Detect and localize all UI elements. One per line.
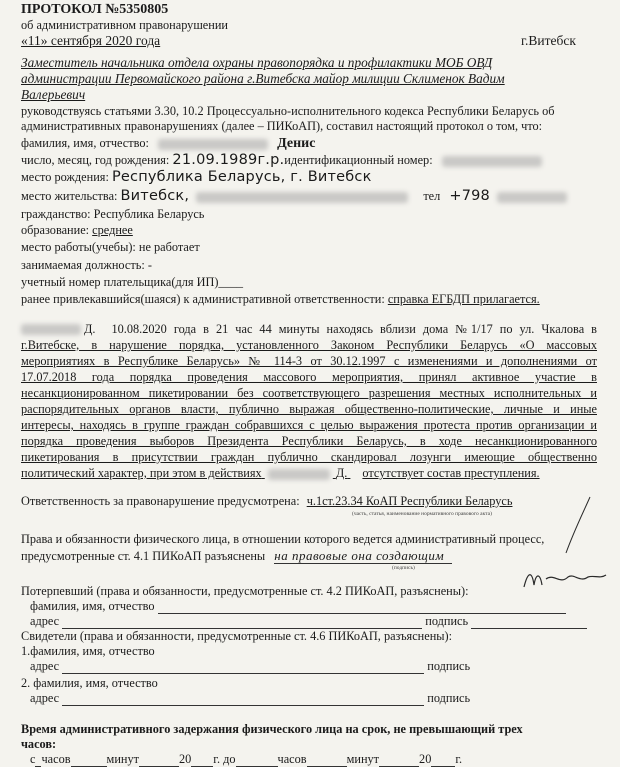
narrative-line-7: интересы, находясь в группе граждан собравшихся с целью выражения протеста против организации и [21, 418, 597, 432]
rights-line-1: Права и обязанности физического лица, в отношении которого ведется административный процесс, [21, 532, 545, 546]
narrative-line-10-c: отсутствует состав преступления. [362, 466, 540, 480]
redacted-surname [158, 139, 268, 150]
victim-name-line [158, 602, 566, 614]
witness-2-name-row: 2. фамилия, имя, отчество [21, 676, 158, 690]
work-label: место работы(учебы): [21, 240, 136, 254]
residence-row [21, 189, 567, 204]
citizenship-row [21, 207, 204, 222]
citizenship-value: Республика Беларусь [93, 207, 205, 221]
detention-hours-1: часов [41, 752, 71, 766]
dob-label: число, месяц, год рождения: [21, 153, 170, 167]
detention-line-1: Время административного задержания физического лица на срок, не превышающий трех [21, 722, 523, 736]
residence-label: место жительства: [21, 189, 118, 203]
rights-handwritten: на правовые она создающим [274, 548, 452, 564]
narrative-line-9: пикетирования в присутствии граждан публично скандировал лозунги имеющие общественно [21, 450, 597, 464]
position-label: занимаемая должность: [21, 258, 145, 272]
education-value: среднее [92, 223, 133, 237]
protocol-title: ПРОТОКОЛ №5350805 [21, 2, 169, 17]
detention-from: с [30, 752, 36, 766]
detention-minutes-2: минут [346, 752, 380, 766]
witness-2-address-row [30, 691, 470, 706]
id-label: идентификационный номер: [284, 153, 433, 167]
taxpayer-row: учетный номер плательщика(для ИП)____ [21, 275, 244, 289]
rights-line-2 [21, 548, 452, 564]
detention-hours-2: часов [277, 752, 307, 766]
witness-2-address-label: адрес [30, 691, 60, 705]
narrative-line-3: мероприятиях в Республике Беларусь» № 114-3 от 30.12.1997 с изменениями и дополнениями от [21, 354, 597, 368]
official-line-3: Валерьевич [21, 87, 86, 102]
witness-2-signature-label: подпись [427, 691, 471, 705]
birthplace-row [21, 170, 372, 185]
prior-row [21, 292, 540, 307]
witness-1-address-label: адрес [30, 659, 60, 673]
detention-time-row [30, 752, 462, 767]
dob-row [21, 153, 542, 168]
victim-address-line [62, 617, 422, 629]
phone-value: +798 [449, 188, 490, 204]
signature-stroke [560, 495, 600, 555]
victim-address-label: адрес [30, 614, 60, 628]
narrative-line-10-b: Д. [335, 466, 348, 480]
protocol-subtitle: об административном правонарушении [21, 18, 228, 32]
work-row [21, 240, 200, 255]
detention-year-suffix: г. [455, 752, 463, 766]
detention-line-2: часов: [21, 737, 57, 751]
victim-address-row [30, 614, 587, 629]
victim-name-row [30, 599, 566, 614]
redacted-phone [497, 192, 567, 203]
witness-1-name-row: 1.фамилия, имя, отчество [21, 644, 155, 658]
phone-label: тел [423, 189, 441, 203]
detention-until: г. до [213, 752, 236, 766]
witnesses-line-1: Свидетели (права и обязанности, предусмотренные ст. 4.6 ПИКоАП, разъяснены): [21, 629, 453, 643]
name-value: Денис [277, 136, 316, 151]
protocol-date: «11» сентября 2020 года [21, 33, 161, 48]
victim-signature-line [471, 617, 587, 629]
official-line-1: Заместитель начальника отдела охраны правопорядка и профилактики МОБ ОВД [21, 55, 493, 70]
prior-value: справка ЕГБДП прилагается. [387, 292, 540, 306]
redacted-narrative-name [21, 324, 81, 335]
position-value: - [147, 258, 152, 272]
work-value: не работает [138, 240, 200, 254]
narrative-line-6: распорядительных органов власти, публично выражая общественно-политические, личные и иные [21, 402, 597, 416]
liability-value: ч.1ст.23.34 КоАП Республики Беларусь [306, 494, 513, 508]
victim-line-1: Потерпевший (права и обязанности, предусмотренные ст. 4.2 ПИКоАП, разъяснены): [21, 584, 469, 598]
victim-signature-label: подпись [425, 614, 469, 628]
preamble-line-1: руководствуясь статьями 3.30, 10.2 Процессуально-исполнительного кодекса Республики Беларусь об [21, 104, 555, 118]
narrative-line-10-a: политический характер, при этом в действиях [21, 466, 262, 480]
witness-2-address-line [62, 694, 424, 706]
detention-year-2: 20 [419, 752, 432, 766]
victim-name-label: фамилия, имя, отчество [30, 599, 155, 613]
education-row [21, 223, 133, 238]
official-line-2: администрации Первомайского района г.Витебска майор милиции Склименок Вадим [21, 71, 505, 86]
redacted-address [196, 192, 408, 203]
rights-line-2-text: предусмотренные ст. 4.1 ПИКоАП разъяснены [21, 549, 266, 563]
liability-caption: (часть, статья, наименование нормативного правового акта) [352, 511, 492, 517]
prior-label: ранее привлекавшийся(шаяся) к административной ответственности: [21, 292, 385, 306]
narrative-line-1-text: 10.08.2020 года в 21 час 44 минуты находясь вблизи дома №1/17 по ул. Чкалова в [111, 322, 597, 336]
narrative-line-10 [21, 466, 540, 481]
witness-1-address-line [62, 662, 424, 674]
narrative-line-5: несанкционированном пикетировании без соответствующего разрешения местных исполнительных и [21, 386, 597, 400]
birthplace-label: место рождения: [21, 170, 109, 184]
liability-label: Ответственность за правонарушение предусмотрена: [21, 494, 300, 508]
liability-row [21, 494, 512, 509]
redacted-narrative-name-2 [268, 469, 330, 480]
narrative-line-4: 17.07.2018 года порядка проведения массового мероприятия, принял активное участие в [21, 370, 597, 384]
protocol-city: г.Витебск [521, 33, 576, 48]
name-row [21, 136, 315, 151]
residence-value: Витебск, [120, 188, 190, 204]
birthplace-value: Республика Беларусь, г. Витебск [111, 169, 372, 185]
signature-scribble [520, 565, 610, 593]
witness-1-signature-label: подпись [427, 659, 471, 673]
detention-minutes-1: минут [106, 752, 139, 766]
name-label: фамилия, имя, отчество: [21, 136, 149, 150]
narrative-line-2: г.Витебске, в нарушение порядка, установленного Законом Республики Беларусь «О массовых [21, 338, 597, 352]
preamble-line-2: административных правонарушениях (далее – ПИКоАП), составил настоящий протокол о том, что: [21, 119, 543, 133]
redacted-id [442, 156, 542, 167]
narrative-line-1 [21, 322, 597, 337]
education-label: образование: [21, 223, 90, 237]
rights-caption: (подпись) [392, 565, 415, 571]
dob-value: 21.09.1989г.р. [172, 152, 285, 168]
position-row [21, 258, 152, 273]
detention-year-1: 20 [179, 752, 192, 766]
narrative-line-8: порядка проведения выборов Президента Республики Беларусь, в ходе несанкционированного [21, 434, 597, 448]
narrative-name-suffix: Д. [84, 322, 96, 336]
witness-1-address-row [30, 659, 470, 674]
citizenship-label: гражданство: [21, 207, 91, 221]
